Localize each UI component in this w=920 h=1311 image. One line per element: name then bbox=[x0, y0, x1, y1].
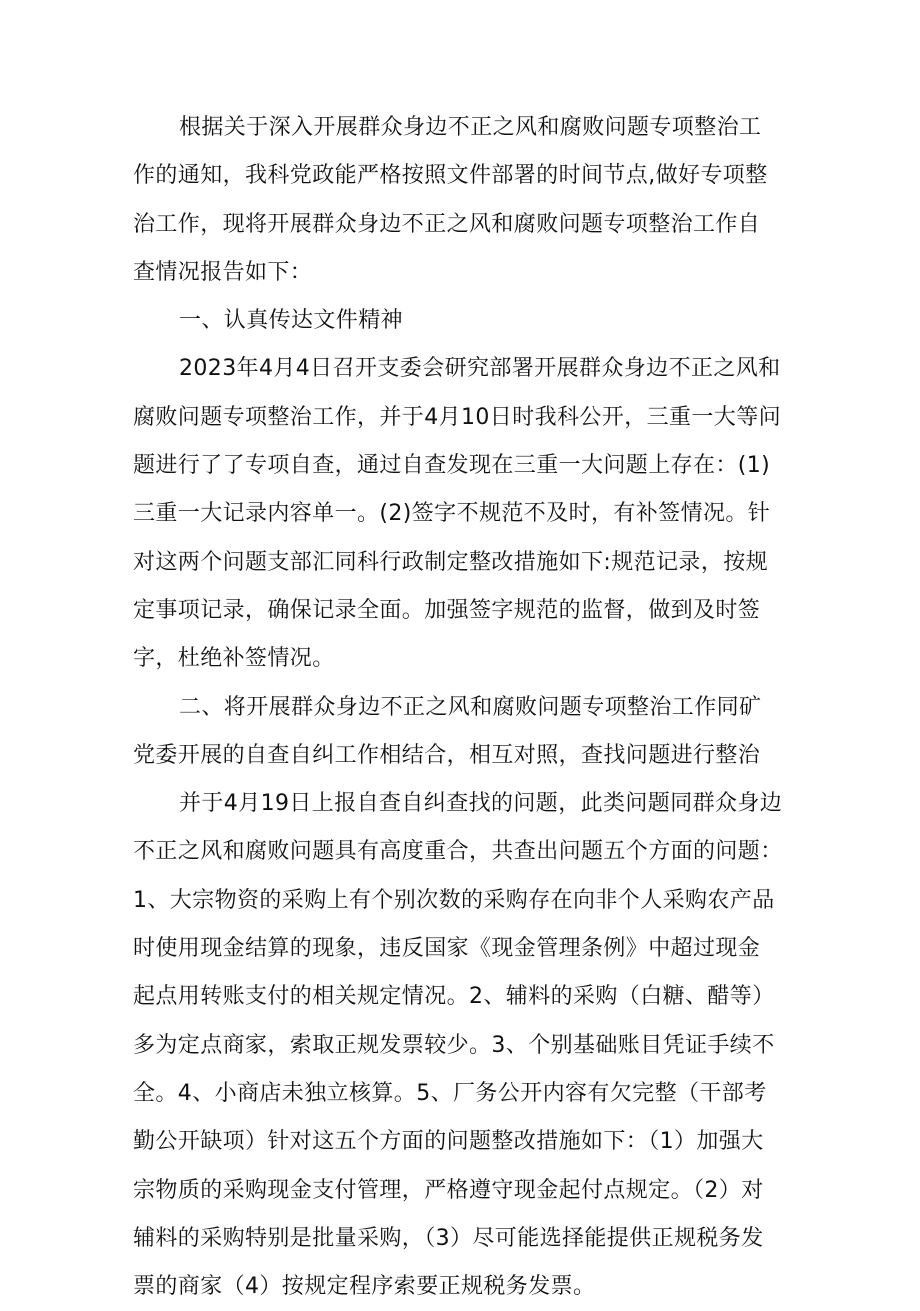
paragraph-line: 腐败问题专项整治工作，并于4月10日时我科公开，三重一大等问 bbox=[133, 404, 781, 430]
paragraph-line: 全。4、小商店未独立核算。5、厂务公开内容有欠完整（干部考 bbox=[133, 1080, 767, 1106]
paragraph-line: 2023年4月4日召开支委会研究部署开展群众身边不正之风和 bbox=[179, 356, 781, 382]
paragraph-line: 定事项记录，确保记录全面。加强签字规范的监督，做到及时签 bbox=[133, 597, 761, 623]
paragraph-line: 根据关于深入开展群众身边不正之风和腐败问题专项整治工 bbox=[179, 115, 762, 140]
paragraph-line: 题进行了了专项自查，通过自查发现在三重一大问题上存在：(1) bbox=[133, 453, 771, 479]
paragraph-line: 起点用转账支付的相关规定情况。2、辅料的采购（白糖、醋等） bbox=[133, 984, 775, 1010]
paragraph-line: 辅料的采购特别是批量采购，（3）尽可能选择能提供正规税务发 bbox=[133, 1225, 764, 1251]
paragraph-line: 三重一大记录内容单一。(2)签字不规范不及时，有补签情况。针 bbox=[133, 501, 771, 527]
paragraph-line: 作的通知，我科党政能严格按照文件部署的时间节点,做好专项整 bbox=[133, 163, 768, 189]
paragraph-line: 多为定点商家，索取正规发票较少。3、个别基础账目凭证手续不 bbox=[133, 1032, 775, 1058]
paragraph-line: 治工作，现将开展群众身边不正之风和腐败问题专项整治工作自 bbox=[133, 211, 761, 237]
paragraph-line: 查情况报告如下： bbox=[133, 259, 313, 285]
document-body bbox=[133, 104, 799, 1311]
paragraph-line: 字，杜绝补签情况。 bbox=[133, 646, 335, 672]
paragraph-line: 1、大宗物资的采购上有个别次数的采购存在向非个人采购农产品 bbox=[133, 887, 775, 913]
paragraph-line: 勤公开缺项）针对这五个方面的问题整改措施如下：（1）加强大 bbox=[133, 1129, 764, 1155]
section-heading: 一、认真传达文件精神 bbox=[179, 308, 404, 334]
section-heading-continued: 党委开展的自查自纠工作相结合，相互对照，查找问题进行整治 bbox=[133, 742, 761, 768]
paragraph-line: 时使用现金结算的现象，违反国家《现金管理条例》中超过现金 bbox=[133, 936, 761, 962]
paragraph-line: 票的商家（4）按规定程序索要正规税务发票。 bbox=[133, 1274, 596, 1300]
paragraph-line: 不正之风和腐败问题具有高度重合，共查出问题五个方面的问题： bbox=[133, 839, 783, 865]
paragraph-line: 对这两个问题支部汇同科行政制定整改措施如下:规范记录，按规 bbox=[133, 549, 769, 575]
section-heading: 二、将开展群众身边不正之风和腐败问题专项整治工作同矿 bbox=[179, 694, 762, 720]
paragraph-line: 宗物质的采购现金支付管理，严格遵守现金起付点规定。（2）对 bbox=[133, 1177, 764, 1203]
paragraph-line: 并于4月19日上报自查自纠查找的问题，此类问题同群众身边 bbox=[179, 791, 783, 817]
